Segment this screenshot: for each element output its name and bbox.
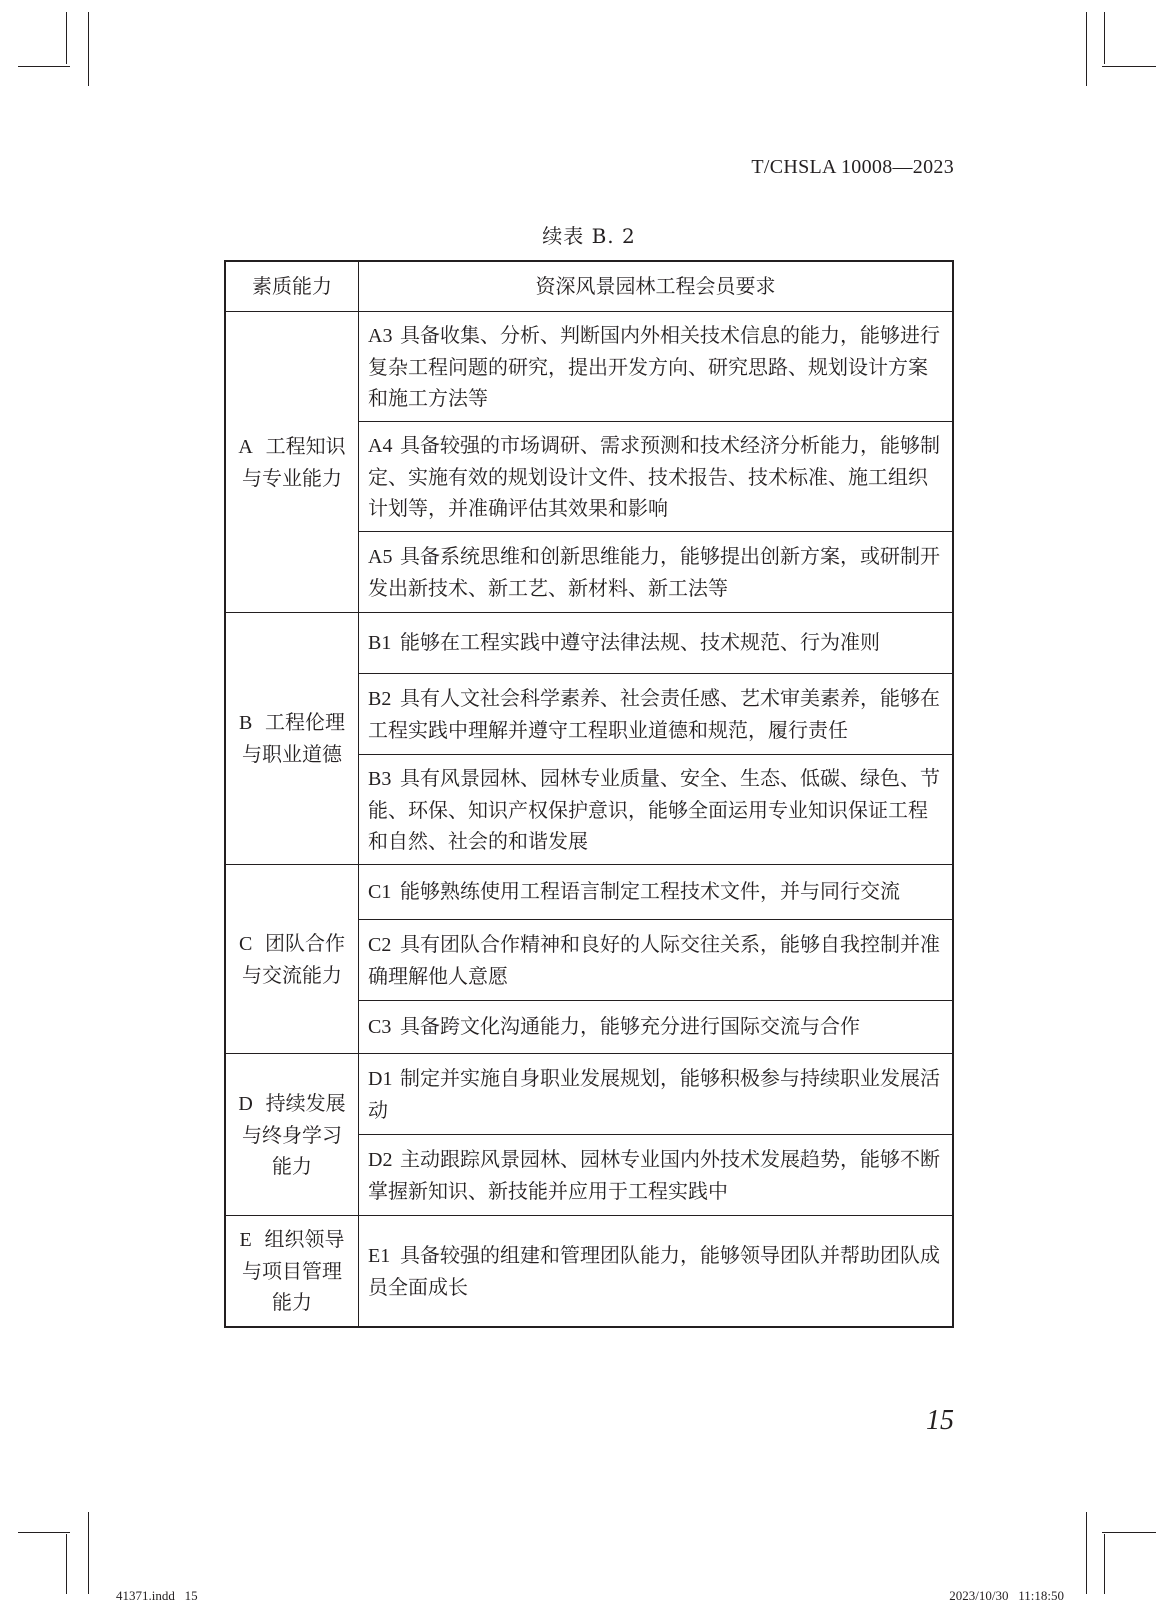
- requirement-code: A5: [368, 545, 393, 568]
- column-header-competency: 素质能力: [225, 261, 359, 312]
- category-name: 与职业道德: [242, 742, 342, 766]
- category-cell-e: [225, 1216, 359, 1328]
- requirement-text: 具备系统思维和创新思维能力，能够提出创新方案，或研制开发出新技术、新工艺、新材料、新工法等: [368, 543, 940, 600]
- table-row: [225, 613, 953, 674]
- requirement-code: B1: [368, 632, 392, 654]
- category-cell-a: [225, 312, 359, 613]
- requirement-cell: [359, 312, 954, 422]
- category-letter: B: [238, 712, 253, 734]
- requirement-text: 具备较强的市场调研、需求预测和技术经济分析能力，能够制定、实施有效的规划设计文件、技术报告、技术标准、施工组织计划等，并准确评估其效果和影响: [368, 432, 940, 520]
- category-name: 与专业能力: [242, 465, 342, 490]
- category-name: 持续发展: [265, 1090, 346, 1115]
- requirement-text: 具有团队合作精神和良好的人际交往关系，能够自我控制并准确理解他人意愿: [368, 931, 940, 988]
- crop-mark: [1086, 12, 1087, 86]
- category-name: 与终身学习: [242, 1122, 342, 1147]
- category-cell-c: [225, 865, 359, 1054]
- requirement-text: 具备跨文化沟通能力，能够充分进行国际交流与合作: [400, 1014, 860, 1038]
- crop-mark: [66, 1534, 67, 1594]
- crop-mark: [1102, 1532, 1156, 1533]
- category-letter: C: [238, 932, 253, 955]
- crop-mark: [88, 1512, 89, 1594]
- requirement-text: 具有人文社会科学素养、社会责任感、艺术审美素养，能够在工程实践中理解并遵守工程职业道德和规范，履行责任: [368, 685, 940, 742]
- requirement-code: D2: [368, 1148, 393, 1171]
- requirement-cell: [359, 755, 954, 865]
- requirement-text: 制定并实施自身职业发展规划，能够积极参与持续职业发展活动: [368, 1065, 940, 1122]
- requirement-cell: [359, 1054, 954, 1135]
- requirement-code: B2: [368, 687, 392, 710]
- category-cell-d: [225, 1054, 359, 1216]
- requirement-text: 具备收集、分析、判断国内外相关技术信息的能力，能够进行复杂工程问题的研究，提出开发方向、研究思路、规划设计方案和施工方法等: [368, 322, 940, 410]
- crop-mark: [18, 1532, 70, 1533]
- requirement-code: C1: [368, 881, 392, 903]
- crop-mark: [88, 12, 89, 86]
- table-row: [225, 1216, 953, 1328]
- table-row: [225, 865, 953, 920]
- table-row: [225, 312, 953, 422]
- crop-mark: [1104, 12, 1105, 64]
- category-name: 能力: [272, 1290, 312, 1314]
- requirement-code: C3: [368, 1016, 392, 1038]
- category-name: 工程伦理: [265, 710, 346, 734]
- requirement-code: A4: [368, 434, 393, 457]
- requirement-code: D1: [368, 1067, 393, 1090]
- column-header-requirement: 资深风景园林工程会员要求: [359, 261, 954, 312]
- requirement-cell: [359, 865, 954, 920]
- requirement-cell: [359, 1216, 954, 1328]
- table-header-row: [225, 261, 953, 312]
- requirement-cell: [359, 674, 954, 755]
- requirement-code: C2: [368, 933, 392, 956]
- requirement-cell: [359, 613, 954, 674]
- table-caption: 续表 B. 2: [542, 224, 636, 248]
- requirement-cell: [359, 1001, 954, 1054]
- category-cell-b: [225, 613, 359, 865]
- category-name: 能力: [272, 1153, 312, 1178]
- table-row: [225, 1054, 953, 1135]
- footer-timestamp: 2023/10/30 11:18:50: [949, 1588, 1064, 1603]
- requirement-cell: [359, 1135, 954, 1216]
- requirement-text: 能够在工程实践中遵守法律法规、技术规范、行为准则: [400, 630, 880, 654]
- competency-table: [224, 260, 954, 1328]
- requirement-code: A3: [368, 324, 393, 347]
- requirement-cell: [359, 422, 954, 532]
- category-name: 团队合作: [265, 930, 346, 955]
- requirement-text: 具备较强的组建和管理团队能力，能够领导团队并帮助团队成员全面成长: [368, 1242, 940, 1299]
- category-name: 与交流能力: [242, 962, 342, 987]
- requirement-code: B3: [368, 767, 392, 790]
- standard-code: T/CHSLA 10008—2023: [751, 156, 954, 178]
- category-letter: D: [238, 1092, 253, 1115]
- category-name: 组织领导: [264, 1227, 345, 1251]
- crop-mark: [1086, 1512, 1087, 1594]
- category-letter: E: [239, 1229, 252, 1251]
- category-letter: A: [238, 435, 253, 458]
- crop-mark: [66, 12, 67, 64]
- requirement-code: E1: [368, 1244, 391, 1267]
- crop-mark: [18, 66, 70, 67]
- page-number: 15: [926, 1405, 954, 1436]
- footer-file-info: 41371.indd 15: [116, 1588, 198, 1603]
- requirement-cell: [359, 532, 954, 613]
- requirement-text: 主动跟踪风景园林、园林专业国内外技术发展趋势，能够不断掌握新知识、新技能并应用于工程实践中: [368, 1146, 940, 1203]
- category-name: 与项目管理: [242, 1259, 342, 1283]
- crop-mark: [1102, 66, 1156, 67]
- crop-mark: [1104, 1534, 1105, 1594]
- requirement-cell: [359, 920, 954, 1001]
- category-name: 工程知识: [265, 433, 346, 458]
- requirement-text: 具有风景园林、园林专业质量、安全、生态、低碳、绿色、节能、环保、知识产权保护意识，能够全面运用专业知识保证工程和自然、社会的和谐发展: [368, 765, 940, 853]
- requirement-text: 能够熟练使用工程语言制定工程技术文件，并与同行交流: [400, 879, 900, 903]
